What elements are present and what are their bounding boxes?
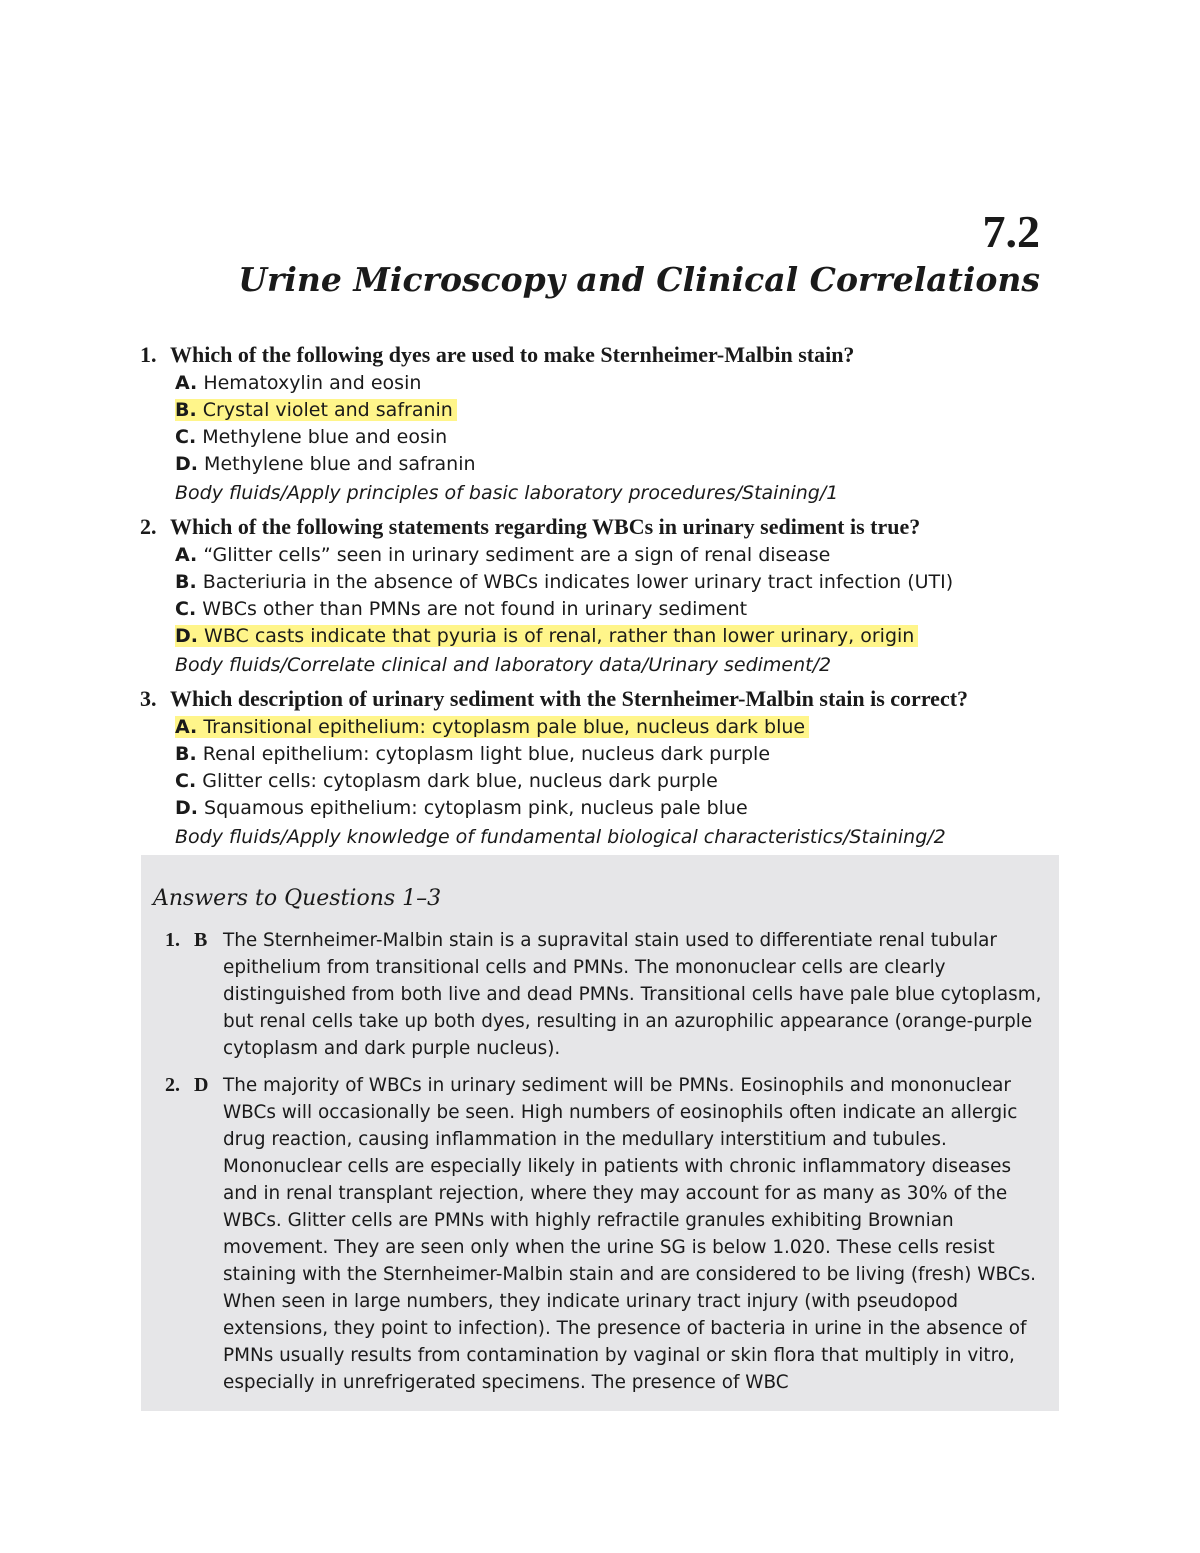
question-text: Which of the following dyes are used to make Sternheimer-Malbin stain? xyxy=(170,342,855,367)
answer-number: 1. xyxy=(165,929,180,951)
answer-number: 2. xyxy=(165,1074,180,1096)
option-letter: C. xyxy=(175,598,197,620)
option-text: Glitter cells: cytoplasm dark blue, nucleus dark purple xyxy=(202,770,718,792)
option-letter: D. xyxy=(175,625,198,647)
question-number: 2. xyxy=(140,514,157,539)
option-text: WBCs other than PMNs are not found in urinary sediment xyxy=(202,598,748,620)
answers-box xyxy=(141,855,1059,1411)
option-letter: D. xyxy=(175,453,198,475)
option-text: Hematoxylin and eosin xyxy=(203,372,422,394)
option-c xyxy=(175,768,1060,795)
option-d xyxy=(175,623,1060,650)
option-b xyxy=(175,397,1060,424)
question-text: Which of the following statements regarding WBCs in urinary sediment is true? xyxy=(170,514,921,539)
question-text: Which description of urinary sediment with the Sternheimer-Malbin stain is correct? xyxy=(170,686,969,711)
section-number: 7.2 xyxy=(982,206,1040,257)
question-stem xyxy=(140,340,1060,370)
question-number: 3. xyxy=(140,686,157,711)
option-a xyxy=(175,714,1060,741)
question-category: Body fluids/Apply knowledge of fundamental biological characteristics/Staining/2 xyxy=(175,826,946,848)
option-c xyxy=(175,596,1060,623)
option-letter: A. xyxy=(175,544,198,566)
answer-list xyxy=(165,927,1045,1406)
question-stem xyxy=(140,512,1060,542)
option-c xyxy=(175,424,1060,451)
option-letter: A. xyxy=(175,372,198,394)
option-letter: A. xyxy=(175,716,198,738)
answer-letter: D xyxy=(194,1074,209,1096)
option-list xyxy=(140,542,1060,650)
option-letter: C. xyxy=(175,770,197,792)
option-d xyxy=(175,795,1060,822)
option-letter: D. xyxy=(175,797,198,819)
question xyxy=(140,684,1060,852)
correct-answer-highlight xyxy=(175,399,457,421)
option-text: Methylene blue and safranin xyxy=(204,453,476,475)
correct-answer-highlight xyxy=(175,716,809,738)
option-text: Bacteriuria in the absence of WBCs indicates lower urinary tract infection (UTI) xyxy=(202,571,954,593)
answer-item xyxy=(165,1072,1045,1396)
option-list xyxy=(140,714,1060,822)
question-stem xyxy=(140,684,1060,714)
option-d xyxy=(175,451,1060,478)
answer-item xyxy=(165,927,1045,1062)
option-text: WBC casts indicate that pyuria is of renal, rather than lower urinary, origin xyxy=(204,625,915,647)
option-text: “Glitter cells” seen in urinary sediment are a sign of renal disease xyxy=(203,544,831,566)
option-b xyxy=(175,569,1060,596)
option-letter: B. xyxy=(175,743,197,765)
question xyxy=(140,340,1060,508)
question-list xyxy=(140,340,1060,856)
option-letter: B. xyxy=(175,571,197,593)
option-list xyxy=(140,370,1060,478)
answers-title: Answers to Questions 1–3 xyxy=(153,886,442,911)
option-text: Squamous epithelium: cytoplasm pink, nucleus pale blue xyxy=(204,797,748,819)
question-category: Body fluids/Apply principles of basic laboratory procedures/Staining/1 xyxy=(175,482,839,504)
option-a xyxy=(175,542,1060,569)
answer-explanation: The Sternheimer-Malbin stain is a supravital stain used to differentiate renal tubular epithelium from transitional cells and PMNs. The mononuclear cells are clearly distinguished from both live and dead PMNs. Transitional cells have pale blue cytoplasm, but renal cells take up both dyes, resulting in an azurophilic appearance (orange-purple cytoplasm and dark purple nucleus). xyxy=(223,930,1042,1059)
answer-letter: B xyxy=(194,929,208,951)
option-text: Transitional epithelium: cytoplasm pale blue, nucleus dark blue xyxy=(203,716,806,738)
option-a xyxy=(175,370,1060,397)
option-letter: B. xyxy=(175,399,197,421)
question-number: 1. xyxy=(140,342,157,367)
question-category: Body fluids/Correlate clinical and laboratory data/Urinary sediment/2 xyxy=(175,654,832,676)
option-b xyxy=(175,741,1060,768)
option-text: Renal epithelium: cytoplasm light blue, nucleus dark purple xyxy=(202,743,771,765)
section-title: Urine Microscopy and Clinical Correlations xyxy=(238,260,1040,299)
correct-answer-highlight xyxy=(175,625,918,647)
option-letter: C. xyxy=(175,426,197,448)
answer-explanation: The majority of WBCs in urinary sediment will be PMNs. Eosinophils and mononuclear WBCs will occasionally be seen. High numbers of eosinophils often indicate an allergic drug reaction, causing inflammation in the medullary interstitium and tubules. Mononuclear cells are especially likely in patients with chronic inflammatory diseases and in renal transplant rejection, where they may account for as many as 30% of the WBCs. Glitter cells are PMNs with highly refractile granules exhibiting Brownian movement. They are seen only when the urine SG is below 1.020. These cells resist staining with the Sternheimer-Malbin stain and are considered to be living (fresh) WBCs. When seen in large numbers, they indicate urinary tract injury (with pseudopod extensions, they point to infection). The presence of bacteria in urine in the absence of PMNs usually results from contamination by vaginal or skin flora that multiply in vitro, especially in unrefrigerated specimens. The presence of WBC xyxy=(223,1075,1037,1393)
question xyxy=(140,512,1060,680)
option-text: Crystal violet and safranin xyxy=(202,399,453,421)
option-text: Methylene blue and eosin xyxy=(202,426,448,448)
